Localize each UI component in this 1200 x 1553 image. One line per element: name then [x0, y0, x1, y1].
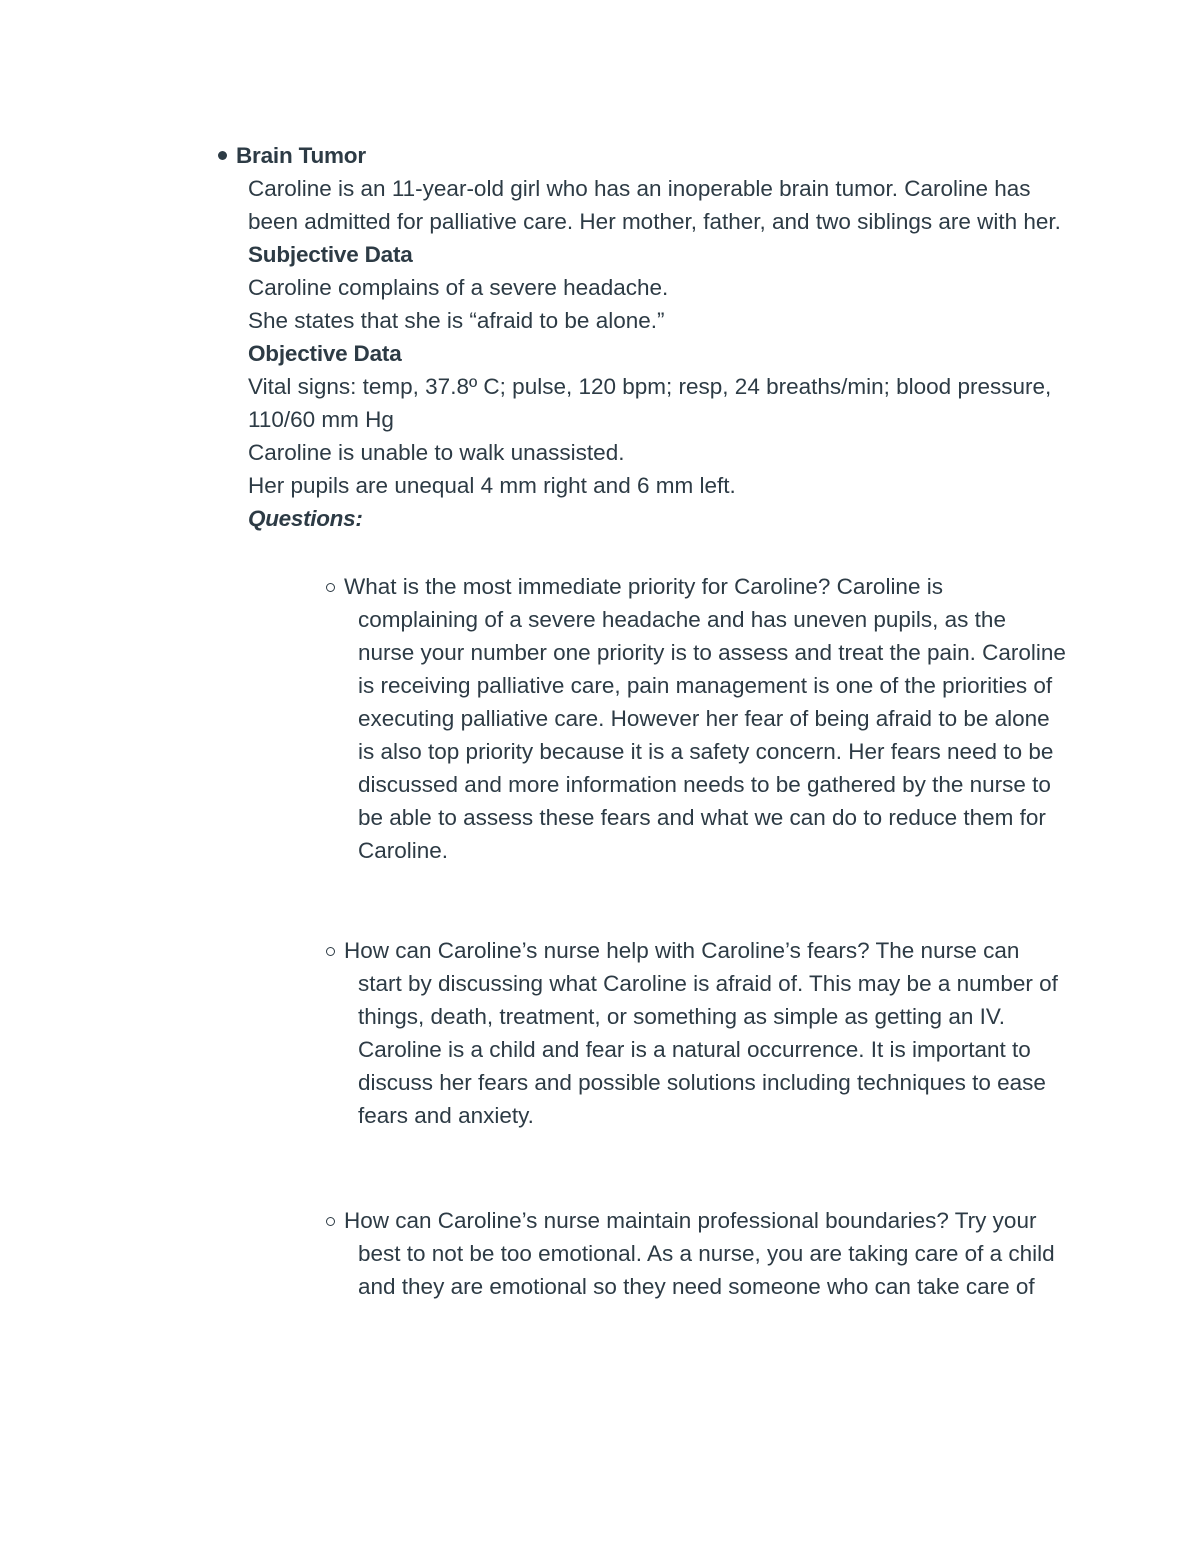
- subjective-heading: Subjective Data: [248, 242, 413, 267]
- objective-line: Caroline is unable to walk unassisted.: [248, 440, 625, 465]
- case-body: [248, 172, 1068, 535]
- question-item: [326, 1204, 1066, 1303]
- case-title: [216, 139, 1076, 172]
- question-item: [326, 570, 1066, 867]
- hollow-bullet-icon: [326, 947, 335, 956]
- subjective-line: She states that she is “afraid to be alone.”: [248, 308, 665, 333]
- question-text: What is the most immediate priority for Caroline? Caroline is complaining of a severe headache and has uneven pupils, as the nurse your number one priority is to assess and treat the pain. Caroline is receiving palliative care, pain management is one of the priorities of executing palliative care. However her fear of being afraid to be alone is also top priority because it is a safety concern. Her fears need to be discussed and more information needs to be gathered by the nurse to be able to assess these fears and what we can do to reduce them for Caroline.: [344, 574, 1066, 863]
- case-intro: Caroline is an 11-year-old girl who has an inoperable brain tumor. Caroline has been admitted for palliative care. Her mother, father, and two siblings are with her.: [248, 176, 1061, 234]
- question-text: How can Caroline’s nurse maintain professional boundaries? Try your best to not be too emotional. As a nurse, you are taking care of a child and they are emotional so they need someone who can take care of: [344, 1208, 1055, 1299]
- objective-line: Vital signs: temp, 37.8º C; pulse, 120 bpm; resp, 24 breaths/min; blood pressure, 110/60 mm Hg: [248, 374, 1052, 432]
- question-text: How can Caroline’s nurse help with Caroline’s fears? The nurse can start by discussing what Caroline is afraid of. This may be a number of things, death, treatment, or something as simple as getting an IV. Caroline is a child and fear is a natural occurrence. It is important to discuss her fears and possible solutions including techniques to ease fears and anxiety.: [344, 938, 1058, 1128]
- case-section: [216, 139, 1076, 535]
- objective-line: Her pupils are unequal 4 mm right and 6 mm left.: [248, 473, 736, 498]
- subjective-line: Caroline complains of a severe headache.: [248, 275, 669, 300]
- hollow-bullet-icon: [326, 1217, 335, 1226]
- objective-heading: Objective Data: [248, 341, 402, 366]
- questions-heading: Questions:: [248, 506, 363, 531]
- hollow-bullet-icon: [326, 583, 335, 592]
- question-item: [326, 934, 1066, 1132]
- case-title-text: Brain Tumor: [236, 143, 366, 168]
- bullet-dot-icon: [218, 151, 227, 160]
